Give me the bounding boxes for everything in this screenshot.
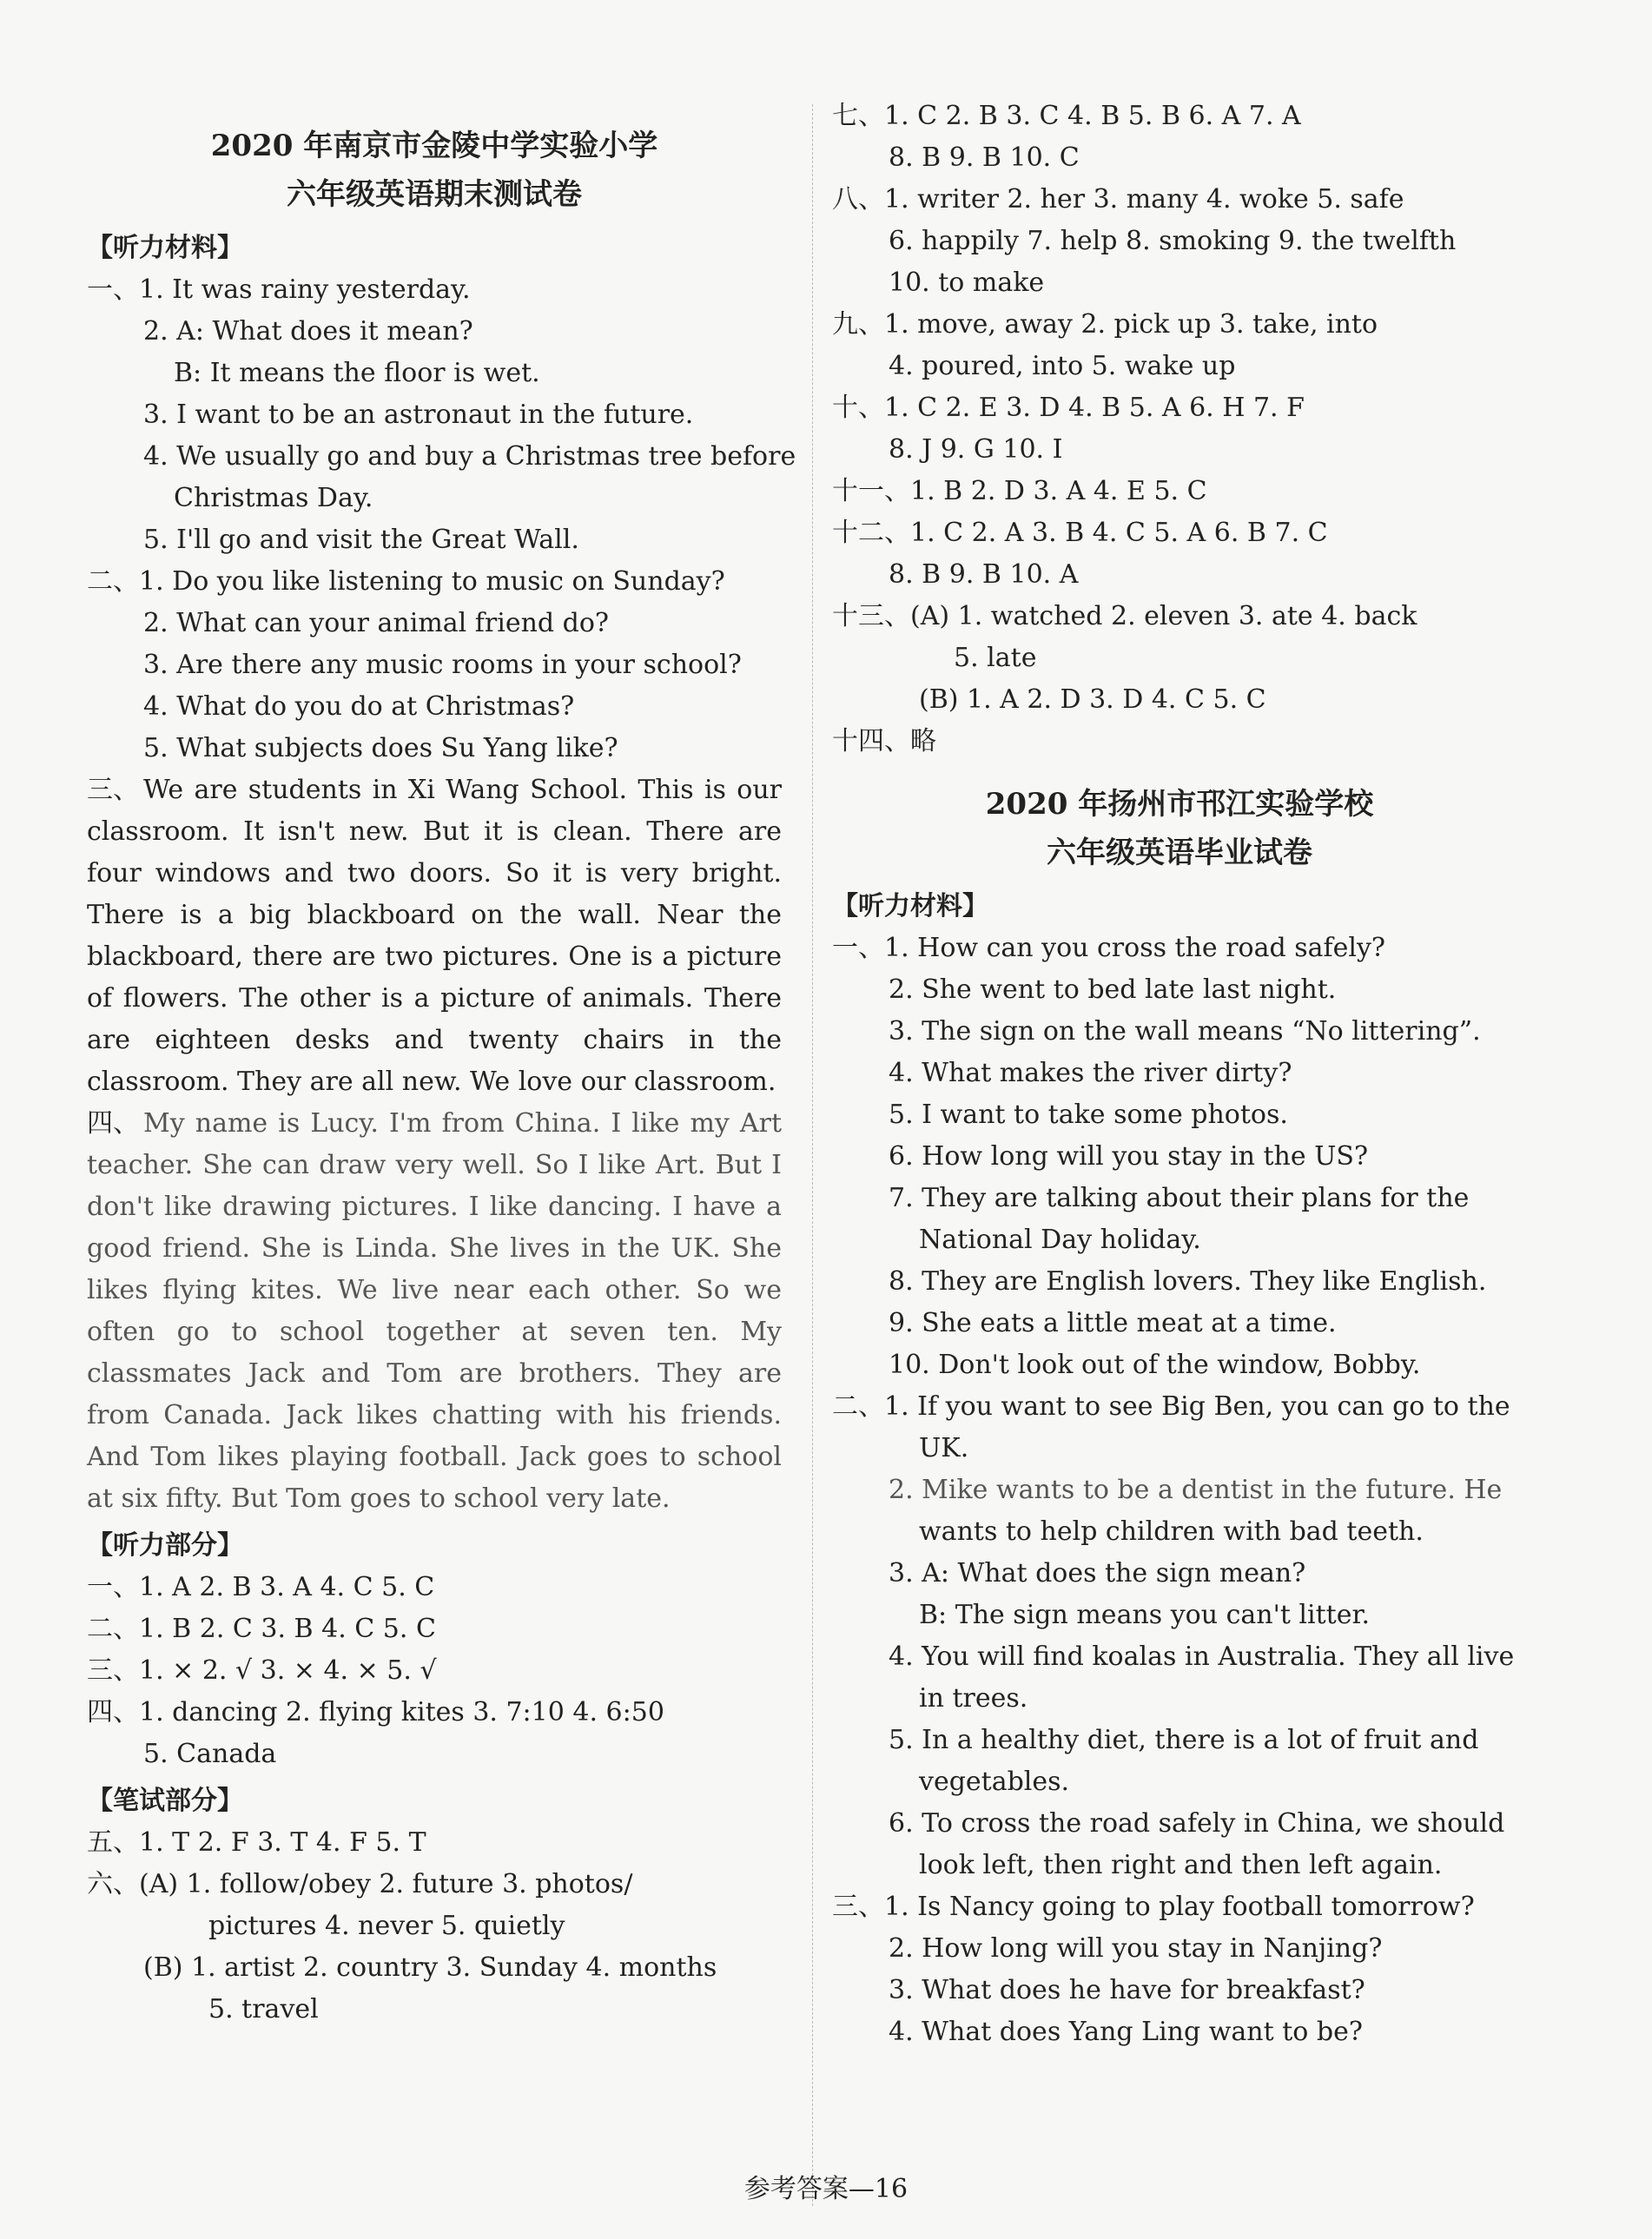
listening-line: B: The sign means you can't litter. — [919, 1600, 1371, 1630]
answer-line: 八、1. writer 2. her 3. many 4. woke 5. safe — [832, 184, 1404, 215]
answer-line: 十一、1. B 2. D 3. A 4. E 5. C — [832, 476, 1207, 506]
title-line-1: 2020 年扬州市邗江实验学校 — [985, 787, 1374, 822]
listening-line: 二、1. If you want to see Big Ben, you can go to the — [832, 1391, 1510, 1422]
listening-part-header: 【听力部分】 — [87, 1530, 243, 1561]
listening-line: look left, then right and then left again. — [919, 1850, 1443, 1880]
listening-line: 5. I want to take some photos. — [889, 1100, 1288, 1130]
passage-3-label: 三、 — [87, 775, 139, 805]
answer-line: 10. to make — [889, 267, 1045, 298]
listening-line: B: It means the floor is wet. — [174, 358, 540, 388]
answer-line: 十二、1. C 2. A 3. B 4. C 5. A 6. B 7. C — [832, 518, 1328, 548]
written-part-header: 【笔试部分】 — [87, 1786, 243, 1816]
listening-line: 一、1. How can you cross the road safely? — [832, 933, 1386, 963]
passage-4-text: My name is Lucy. I'm from China. I like my Art teacher. She can draw very well. So I like Art. But I don't like drawing pictures. I like dancing. I have a good friend. She is Linda. She lives in the UK. She likes flying kites. We live near each other. So we often go to school together at seven ten. My classmates Jack and Tom are brothers. They are from Canada. Jack likes chatting with his friends. And Tom likes playing football. Jack goes to school at six fifty. But Tom goes to school very late. — [87, 1108, 782, 1514]
title-line-2: 六年级英语毕业试卷 — [1047, 835, 1312, 870]
title-line-1: 2020 年南京市金陵中学实验小学 — [210, 129, 658, 163]
answer-line: 六、(A) 1. follow/obey 2. future 3. photos/ — [87, 1869, 633, 1899]
answer-line: 5. travel — [208, 1994, 319, 2024]
listening-line: 6. How long will you stay in the US? — [889, 1141, 1369, 1172]
listening-line: 4. What does Yang Ling want to be? — [889, 2017, 1363, 2047]
listening-line: 3. The sign on the wall means “No littering”. — [889, 1016, 1481, 1047]
listening-line: 3. A: What does the sign mean? — [889, 1558, 1306, 1588]
listening-line: 6. To cross the road safely in China, we should — [889, 1808, 1505, 1839]
listening-line: 2. How long will you stay in Nanjing? — [889, 1933, 1383, 1964]
listening-line: 2. Mike wants to be a dentist in the future. He — [889, 1475, 1503, 1505]
listening-line: 4. We usually go and buy a Christmas tree before — [143, 441, 796, 472]
passage-3 — [87, 769, 782, 1103]
listening-line: 5. In a healthy diet, there is a lot of fruit and — [889, 1725, 1479, 1755]
answer-line: 5. late — [954, 643, 1037, 673]
answer-line: 8. B 9. B 10. C — [889, 142, 1080, 173]
listening-line: 4. What makes the river dirty? — [889, 1058, 1292, 1088]
answer-line: 4. poured, into 5. wake up — [889, 351, 1236, 381]
listening-line: 2. She went to bed late last night. — [889, 974, 1337, 1005]
listening-line: UK. — [919, 1433, 969, 1463]
listening-line: 9. She eats a little meat at a time. — [889, 1308, 1337, 1338]
exam-title-nanjing — [87, 122, 782, 219]
answer-line: 四、1. dancing 2. flying kites 3. 7:10 4. 6:50 — [87, 1697, 664, 1727]
listening-line: 2. What can your animal friend do? — [143, 608, 610, 638]
listening-line: 4. What do you do at Christmas? — [143, 691, 575, 722]
answer-line: pictures 4. never 5. quietly — [208, 1911, 565, 1941]
passage-3-text: We are students in Xi Wang School. This is our classroom. It isn't new. But it is clean. There are four windows and two doors. So it is very bright. There is a big blackboard on the wall. Near the blackboard, there are two pictures. One is a picture of flowers. The other is a picture of animals. There are eighteen desks and twenty chairs in the classroom. They are all new. We love our classroom. — [87, 775, 782, 1097]
answer-line: (B) 1. A 2. D 3. D 4. C 5. C — [919, 684, 1266, 715]
passage-4-label: 四、 — [87, 1108, 139, 1139]
listening-line: 4. You will find koalas in Australia. They all live — [889, 1641, 1515, 1672]
page-footer: 参考答案—16 — [743, 2174, 909, 2204]
answer-line: 二、1. B 2. C 3. B 4. C 5. C — [87, 1614, 436, 1644]
answer-line: (B) 1. artist 2. country 3. Sunday 4. months — [143, 1952, 717, 1983]
answer-line: 8. B 9. B 10. A — [889, 559, 1079, 590]
listening-line: 5. I'll go and visit the Great Wall. — [143, 525, 579, 555]
listening-line: in trees. — [919, 1683, 1028, 1714]
answer-line: 七、1. C 2. B 3. C 4. B 5. B 6. A 7. A — [832, 101, 1301, 131]
listening-line: National Day holiday. — [919, 1225, 1201, 1255]
answer-line: 一、1. A 2. B 3. A 4. C 5. C — [87, 1572, 435, 1602]
listening-material-header: 【听力材料】 — [832, 891, 988, 921]
exam-title-yangzhou — [832, 780, 1527, 877]
answer-line: 九、1. move, away 2. pick up 3. take, into — [832, 309, 1378, 340]
listening-line: Christmas Day. — [174, 483, 373, 513]
listening-line: 5. What subjects does Su Yang like? — [143, 733, 618, 763]
right-column — [832, 101, 1527, 2053]
listening-line: 3. What does he have for breakfast? — [889, 1975, 1365, 2005]
left-column — [87, 104, 796, 2031]
listening-line: 10. Don't look out of the window, Bobby. — [889, 1350, 1421, 1380]
listening-line: 二、1. Do you like listening to music on Sunday? — [87, 566, 725, 597]
answer-line: 十四、略 — [832, 726, 936, 756]
listening-line: 三、1. Is Nancy going to play football tomorrow? — [832, 1892, 1475, 1922]
passage-4 — [87, 1103, 782, 1520]
title-line-2: 六年级英语期末测试卷 — [287, 177, 582, 212]
answer-line: 十、1. C 2. E 3. D 4. B 5. A 6. H 7. F — [832, 393, 1305, 423]
listening-line: wants to help children with bad teeth. — [919, 1516, 1424, 1547]
answer-line: 8. J 9. G 10. I — [889, 434, 1063, 465]
answer-line: 5. Canada — [143, 1739, 277, 1769]
listening-line: 8. They are English lovers. They like English. — [889, 1266, 1487, 1297]
listening-line: 一、1. It was rainy yesterday. — [87, 274, 471, 305]
listening-line: 2. A: What does it mean? — [143, 316, 473, 347]
listening-line: 3. Are there any music rooms in your school? — [143, 650, 742, 680]
column-divider — [812, 104, 813, 2206]
answer-line: 6. happily 7. help 8. smoking 9. the twelfth — [889, 226, 1457, 256]
listening-line: vegetables. — [919, 1767, 1070, 1797]
listening-line: 7. They are talking about their plans for the — [889, 1183, 1470, 1213]
listening-material-header: 【听力材料】 — [87, 233, 243, 263]
listening-line: 3. I want to be an astronaut in the future. — [143, 400, 694, 430]
answer-line: 三、1. × 2. √ 3. × 4. × 5. √ — [87, 1655, 437, 1686]
answer-line: 十三、(A) 1. watched 2. eleven 3. ate 4. back — [832, 601, 1417, 631]
answer-line: 五、1. T 2. F 3. T 4. F 5. T — [87, 1827, 426, 1858]
